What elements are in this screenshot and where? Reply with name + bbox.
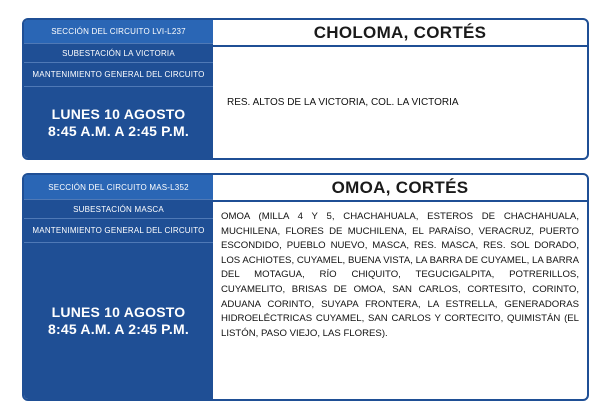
schedule [24,243,213,399]
circuit-section: SECCIÓN DEL CIRCUITO LVI-L237 [24,20,213,44]
schedule-date: LUNES 10 AGOSTO [51,304,186,320]
schedule-time: 8:45 A.M. A 2:45 P.M. [48,122,189,139]
substation-label: SUBESTACIÓN LA VICTORIA [24,44,213,63]
card-main [213,20,587,158]
affected-areas: RES. ALTOS DE LA VICTORIA, COL. LA VICTORIA [227,97,459,108]
schedule-time: 8:45 A.M. A 2:45 P.M. [48,321,189,337]
card-main [213,175,587,399]
schedule-date: LUNES 10 AGOSTO [51,105,186,122]
card-sidebar [24,175,213,399]
outage-card [22,173,589,401]
schedule [24,87,213,158]
maintenance-label: MANTENIMIENTO GENERAL DEL CIRCUITO [24,63,213,87]
card-sidebar [24,20,213,158]
maintenance-label: MANTENIMIENTO GENERAL DEL CIRCUITO [24,219,213,243]
substation-label: SUBESTACIÓN MASCA [24,200,213,219]
affected-areas: OMOA (MILLA 4 Y 5, CHACHAHUALA, ESTEROS DE CHACHAHUALA, MUCHILENA, FLORES DE MUCHILENA, EL PARAÍSO, VERACRUZ, PUERTO ESCONDIDO, PUEBLO NUEVO, MASCA, RES. MASCA, RES. SOL DORADO, LOS ACHIOTES, CUYAMEL, BUENA VISTA, LA BARRA DE CUYAMEL, LA BARRA DEL MOTAGUA, RÍO CHIQUITO, TEGUCIGALPITA, POTRERILLOS, CUYAMELITO, BRISAS DE OMOA, SAN CARLOS, CORTESITO, CORINTO, ADUANA CORINTO, SUYAPA FRONTERA, LA ESTRELLA, GENERADORAS HIDROELÉCTRICAS CUYAMEL, SAN CARLOS Y CORTECITO, QUIMISTÁN (EL LISTÓN, PASO VIEJO, LAS FLORES). [221,211,579,339]
location-title: OMOA, CORTÉS [213,175,587,202]
outage-card [22,18,589,160]
circuit-section: SECCIÓN DEL CIRCUITO MAS-L352 [24,175,213,200]
location-title: CHOLOMA, CORTÉS [213,20,587,47]
